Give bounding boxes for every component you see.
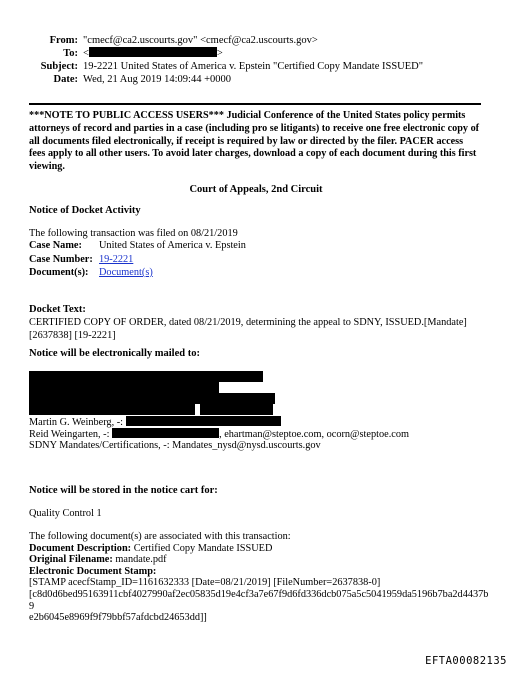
from-row <box>0 34 512 47</box>
redaction-bar <box>29 393 275 404</box>
recipient-line <box>29 416 281 428</box>
stamp-line: [STAMP acecfStamp_ID=1161632333 [Date=08/21/2019] [FileNumber=2637838-0] <box>29 577 381 589</box>
to-close-bracket: > <box>216 48 223 59</box>
bates-number: EFTA00082135 <box>425 655 507 667</box>
to-open-bracket: < <box>83 48 89 59</box>
redaction-bar <box>29 382 219 393</box>
subject-value: 19-2221 United States of America v. Epstein "Certified Copy Mandate ISSUED" <box>83 61 424 72</box>
redaction-bar <box>89 47 217 57</box>
recipient-emails: , ehartman@steptoe.com, ocorn@steptoe.com <box>219 429 410 440</box>
recipient-line: SDNY Mandates/Certifications, -: Mandates_nysd@nysd.uscourts.gov <box>29 440 321 451</box>
redaction-bar <box>200 404 273 415</box>
docket-text-heading: Docket Text: <box>29 304 86 315</box>
documents-link[interactable]: Document(s) <box>99 267 153 278</box>
stamp-label: Electronic Document Stamp: <box>29 565 157 577</box>
redaction-bar <box>126 416 281 426</box>
case-number-label: Case Number: <box>29 253 93 265</box>
description-label: Document Description: <box>29 542 132 554</box>
document-details <box>29 531 489 624</box>
notice-cart-entry: Quality Control 1 <box>29 508 102 519</box>
date-label: Date: <box>53 74 78 85</box>
case-name-value: United States of America v. Epstein <box>99 240 246 251</box>
redaction-bar <box>29 371 263 382</box>
notice-cart-heading: Notice will be stored in the notice cart for: <box>29 485 218 496</box>
date-row <box>0 73 512 86</box>
to-row <box>0 47 512 60</box>
subject-label: Subject: <box>40 61 78 72</box>
from-label: From: <box>49 35 78 46</box>
email-header <box>0 34 512 86</box>
filename-label: Original Filename: <box>29 554 113 566</box>
stamp-line: e2b6045e8969f9f79bbf57afdcbd24653dd]] <box>29 612 207 624</box>
filename-row <box>29 554 489 566</box>
recipient-name: Martin G. Weinberg, -: <box>29 417 124 428</box>
documents-intro: The following document(s) are associated with this transaction: <box>29 531 291 542</box>
public-access-notice: ***NOTE TO PUBLIC ACCESS USERS*** Judicial Conference of the United States policy permits attorneys of record and parties in a case (including pro se litigants) to receive one free electronic copy of all documents filed electronically, if receipt is required by law or directed by the filer. PACER access fees apply to all other users. To avoid later charges, download a copy of each document during this first viewing. <box>29 110 480 173</box>
docket-activity-heading: Notice of Docket Activity <box>29 205 141 216</box>
documents-label: Document(s): <box>29 267 89 278</box>
documents-row <box>29 266 246 280</box>
description-row <box>29 543 489 555</box>
redaction-bar <box>112 428 219 438</box>
recipient-name: Reid Weingarten, -: <box>29 429 110 440</box>
stamp-line: [c8d0d6bed95163911cbf4027990af2ec05835d19e4cf3a7e67f9d6fd336dcb075a5c5041959da5196b7ba2d4437b9 <box>29 588 489 612</box>
docket-text-body: CERTIFIED COPY OF ORDER, dated 08/21/2019, determining the appeal to SDNY, ISSUED.[Mandate] [2637838] [19-2221] <box>29 317 467 341</box>
header-divider <box>29 103 481 105</box>
court-title: Court of Appeals, 2nd Circuit <box>189 184 323 195</box>
filename-value: mandate.pdf <box>115 554 167 566</box>
redaction-bar <box>29 404 195 415</box>
date-value: Wed, 21 Aug 2019 14:09:44 +0000 <box>83 74 231 85</box>
to-label: To: <box>63 48 78 59</box>
mailed-heading: Notice will be electronically mailed to: <box>29 348 200 359</box>
filed-line: The following transaction was filed on 08/21/2019 <box>29 228 238 239</box>
case-fields <box>29 239 246 280</box>
from-value: "cmecf@ca2.uscourts.gov" <cmecf@ca2.uscourts.gov> <box>83 35 318 46</box>
description-value: Certified Copy Mandate ISSUED <box>133 542 273 554</box>
case-number-row <box>29 253 246 267</box>
case-number-link[interactable]: 19-2221 <box>99 253 134 265</box>
subject-row <box>0 60 512 73</box>
case-name-row <box>29 239 246 253</box>
case-name-label: Case Name: <box>29 240 82 251</box>
recipient-line <box>29 428 409 440</box>
